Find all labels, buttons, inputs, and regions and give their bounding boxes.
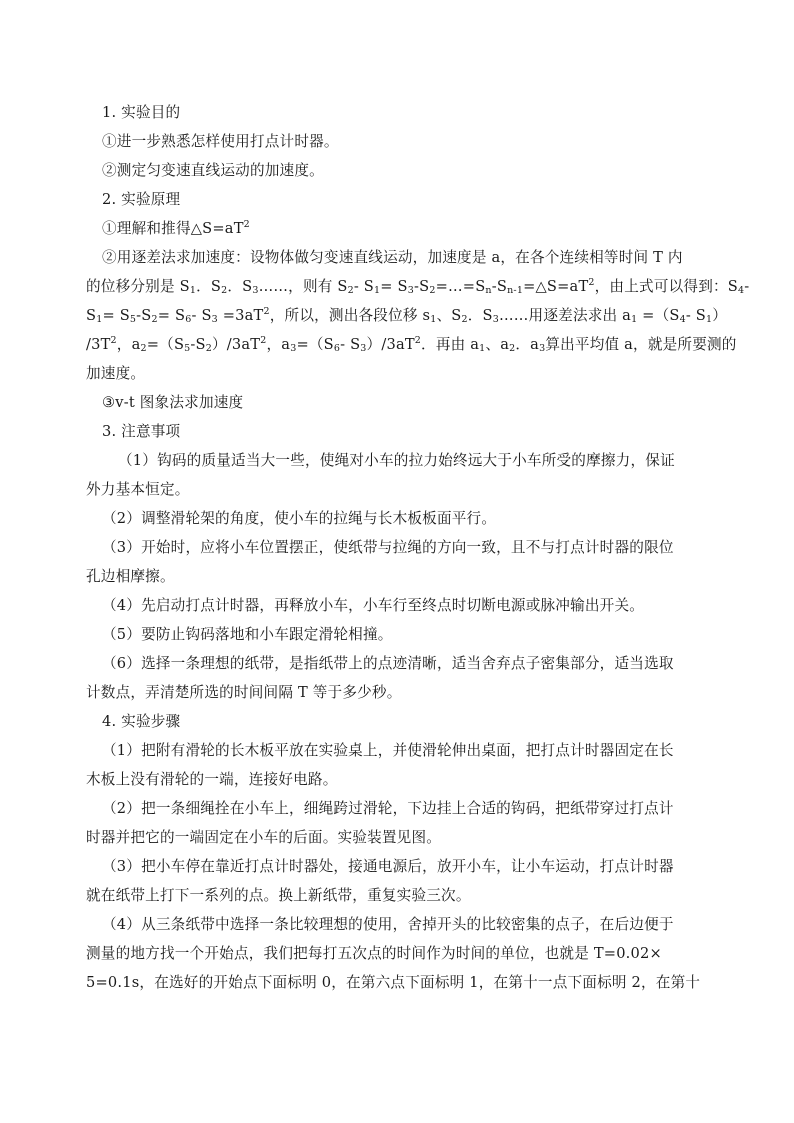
note-6-line-2: 计数点，弄清楚所选的时间间隔 T 等于多少秒。 <box>86 684 402 701</box>
note-6-line-1: （6）选择一条理想的纸带，是指纸带上的点迹清晰，适当舍弃点子密集部分，适当选取 <box>102 655 674 672</box>
principle-item-2-line-1: ②用逐差法求加速度：设物体做匀变速直线运动，加速度是 a，在各个连续相等时间 T 内 <box>102 249 683 266</box>
document-body <box>86 98 750 997</box>
step-1-line-2: 木板上没有滑轮的一端，连接好电路。 <box>86 771 338 788</box>
step-1-line-1: （1）把附有滑轮的长木板平放在实验桌上，并使滑轮伸出桌面，把打点计时器固定在长 <box>102 742 674 759</box>
step-2-line-1: （2）把一条细绳拴在小车上，细绳跨过滑轮，下边挂上合适的钩码，把纸带穿过打点计 <box>102 800 674 817</box>
note-5: （5）要防止钩码落地和小车跟定滑轮相撞。 <box>102 626 393 643</box>
note-2: （2）调整滑轮架的角度，使小车的拉绳与长木板板面平行。 <box>102 510 497 527</box>
step-4-line-2: 测量的地方找一个开始点，我们把每打五次点的时间作为时间的单位，也就是 T=0.02× <box>86 945 662 962</box>
step-3-line-2: 就在纸带上打下一系列的点。换上新纸带，重复实验三次。 <box>86 887 471 904</box>
principle-item-2-line-5: 加速度。 <box>86 365 146 382</box>
step-4-line-1: （4）从三条纸带中选择一条比较理想的使用，舍掉开头的比较密集的点子，在后边便于 <box>102 916 674 933</box>
objective-item-1: ①进一步熟悉怎样使用打点计时器。 <box>102 133 339 150</box>
note-1-line-1: （1）钩码的质量适当大一些，使绳对小车的拉力始终远大于小车所受的摩擦力，保证 <box>118 452 675 469</box>
note-3-line-1: （3）开始时，应将小车位置摆正，使纸带与拉绳的方向一致，且不与打点计时器的限位 <box>102 539 674 556</box>
objective-item-2: ②测定匀变速直线运动的加速度。 <box>102 162 324 179</box>
note-3-line-2: 孔边相摩擦。 <box>86 568 175 585</box>
step-4-line-3: 5=0.1s，在选好的开始点下面标明 0，在第六点下面标明 1，在第十一点下面标明 2，在第十 <box>86 974 701 991</box>
principle-item-2-line-3: $S_1= S_5-S_2= S_6-$ $S_3 =3aT^2$，所以，测出各段位移 $s_1$、$S_2$．$S_3\dots\dots$用逐差法求出 $a_1 =(S_4-$ $S_1$） <box>86 306 728 325</box>
principle-item-2-line-2: 的位移分别是 $S_1$．$S_2$．$S_3\dots\dots$，则有 $S_2-$ $S_1=$ $S_3-S_2=\dots=S_n-S_{n-1}=\triangle S=aT^2$，由上式可以得到：$S_4-$ <box>86 277 750 296</box>
step-2-line-2: 时器并把它的一端固定在小车的后面。实验装置见图。 <box>86 829 442 846</box>
note-4: （4）先启动打点计时器，再释放小车，小车行至终点时切断电源或脉冲输出开关。 <box>102 597 645 614</box>
principle-item-1: ①理解和推得$\triangle S=aT^2$ <box>102 219 250 237</box>
section-2-title: 2. 实验原理 <box>102 191 181 208</box>
section-4-title: 4. 实验步骤 <box>102 713 181 730</box>
step-3-line-1: （3）把小车停在靠近打点计时器处，接通电源后，放开小车，让小车运动，打点计时器 <box>102 858 674 875</box>
principle-item-2-line-4: $/3T^2$，$a_2=(S_5-S_2)/3aT^2$，$a_3=(S_6-$ $S_3)/3aT^2$．再由 $a_1$、$a_2$．$a_3$算出平均值 a，就是所要测的 <box>86 335 737 354</box>
section-1-title: 1. 实验目的 <box>102 104 181 121</box>
principle-item-3: ③v-t 图象法求加速度 <box>102 394 244 411</box>
note-1-line-2: 外力基本恒定。 <box>86 481 190 498</box>
section-3-title: 3. 注意事项 <box>102 423 181 440</box>
